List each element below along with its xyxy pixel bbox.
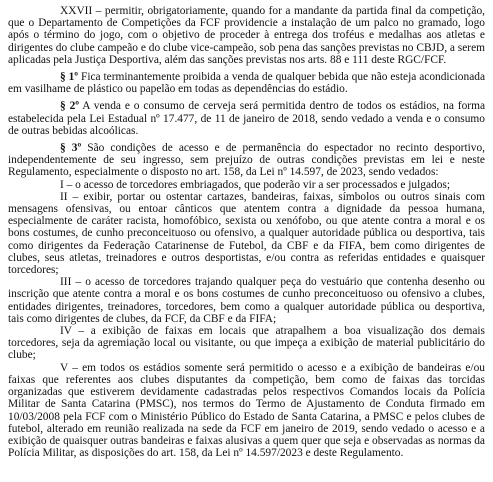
paragraph-item-i: I – o acesso de torcedores embriagados, que poderão vir a ser processados e julgados;	[60, 178, 450, 191]
paragraph-xxvii: XXVII – permitir, obrigatoriamente, quando for a mandante da partida final da competição, que o Departamento de Competições da FCF providencie a instalação de um palco no gramado, logo após o término do jogo, com o objetivo de proceder à entrega dos troféus e medalhas aos atletas e dirigentes do clube campeão e do clube vice-campeão, sob pena das sanções previstas no CBJD, a serem aplicadas pela Justiça Desportiva, além das sanções previstas nos arts. 88 e 111 deste RGC/FCF.	[8, 5, 485, 66]
section-marker-2: § 2º	[60, 100, 80, 113]
paragraph-section-3	[8, 142, 485, 179]
paragraph-item-v: V – em todos os estádios somente será permitido o acesso e a exibição de bandeiras e/ou faixas que referentes aos clubes disputantes da competição, bem como de faixas das torcidas organizadas que estiverem devidamente cadastradas pelos respectivos Comandos locais da Polícia Militar de Santa Catarina (PMSC), nos termos do Termo de Ajustamento de Conduta firmado em 10/03/2008 pela FCF com o Ministério Público do Estado de Santa Catarina, a PMSC e pelos clubes de futebol, alterado em reunião realizada na sede da FCF em janeiro de 2019, sendo vedado o acesso e a exibição de quaisquer outras bandeiras e faixas alusivas a quem quer que seja e observadas as normas da Polícia Militar, as disposições do art. 158, da Lei nº 14.597/2023 e deste Regulamento.	[8, 361, 485, 460]
section-2-text: A venda e o consumo de cerveja será permitida dentro de todos os estádios, na forma estabelecida pela Lei Estadual nº 17.477, de 11 de janeiro de 2018, sendo vedado a venda e o consumo de outras bebidas alcoólicas.	[8, 100, 485, 137]
paragraph-section-1	[8, 71, 485, 95]
paragraph-item-iv: IV – a exibição de faixas em locais que atrapalhem a boa visualização dos demais torcedores, seja da agremiação local ou visitante, ou que impeça a exibição de material publicitário do clube;	[8, 325, 485, 362]
section-1-text: Fica terminantemente proibida a venda de qualquer bebida que não esteja acondicionada em vasilhame de plástico ou papelão em todas as dependências do estádio.	[8, 71, 485, 96]
section-marker-3: § 3º	[60, 142, 82, 155]
paragraph-item-iii: III – o acesso de torcedores trajando qualquer peça do vestuário que contenha desenho ou inscrição que atente contra a moral e os bons costumes de cunho preconceituoso ou ofensivo a clubes, entidades dirigentes, treinadores, torcedores, bem como a qualquer autoridade pública ou desportiva, tais como dirigentes de clubes, da FCF, da CBF e da FIFA;	[8, 276, 485, 325]
section-3-text: São condições de acesso e de permanência do espectador no recinto desportivo, independentemente de seu ingresso, sem prejuízo de outras condições previstas em lei e neste Regulamento, especialmente o disposto no art. 158, da Lei nº 14.597, de 2023, sendo vedados:	[8, 142, 486, 179]
paragraph-section-2	[8, 100, 485, 137]
paragraph-item-ii: II – exibir, portar ou ostentar cartazes, bandeiras, faixas, símbolos ou outros sinais com mensagens ofensivas, ou entoar cânticos que atentem contra a dignidade da pessoa humana, especialmente de caráter racista, homofóbico, sexista ou xenófobo, ou que atente contra a moral e os bons costumes, de cunho preconceituoso ou ofensivo, a qualquer autoridade pública ou desportiva, tais como dirigentes da Federação Catarinense de Futebol, da CBF e da FIFA, bem como dirigentes de clubes, seus atletas, treinadores e outros desportistas, e/ou contra as referidas entidades e quaisquer torcedores;	[8, 190, 485, 277]
section-marker-1: § 1º	[60, 71, 79, 84]
